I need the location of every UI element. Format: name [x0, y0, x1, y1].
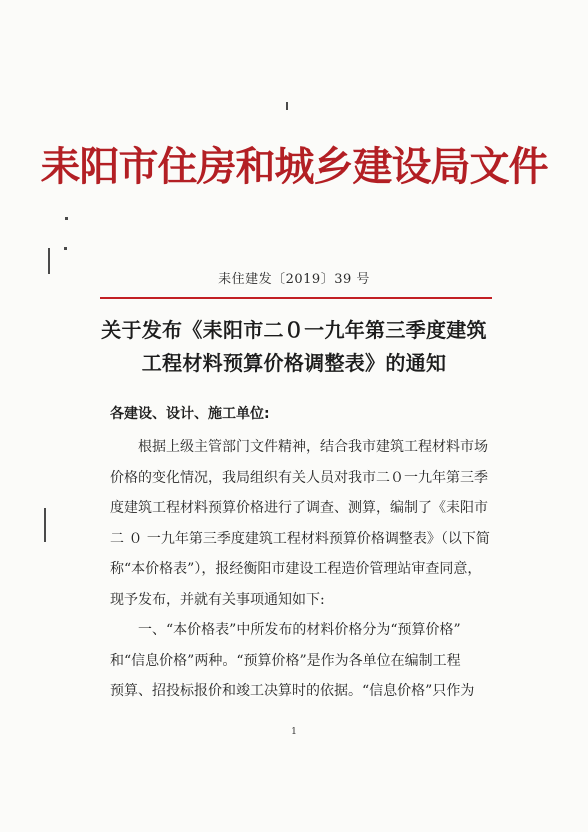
body-line: 和“信息价格”两种。“预算价格”是作为各单位在编制工程	[110, 652, 461, 669]
body-line: 二 ０ 一九年第三季度建筑工程材料预算价格调整表》（以下简	[110, 530, 490, 547]
scan-mark	[64, 247, 67, 250]
document-number: 耒住建发〔2019〕39 号	[218, 272, 370, 287]
scan-mark	[48, 248, 50, 274]
body-line: 称“本价格表”），报经衡阳市建设工程造价管理站审查同意，	[110, 561, 482, 577]
addressee: 各建设、设计、施工单位:	[110, 406, 270, 422]
scan-mark	[65, 217, 68, 220]
body-line: 一、“本价格表”中所发布的材料价格分为“预算价格”	[138, 622, 461, 638]
body-line: 现予发布，并就有关事项通知如下:	[110, 591, 325, 608]
notice-title	[0, 314, 588, 380]
notice-title-line: 工程材料预算价格调整表》的通知	[141, 351, 447, 375]
body-text	[110, 432, 500, 707]
body-line: 预算、招投标报价和竣工决算时的依据。“信息价格”只作为	[110, 683, 475, 699]
body-line: 价格的变化情况，我局组织有关人员对我市二０一九年第三季	[110, 469, 488, 486]
scan-mark	[286, 102, 288, 110]
notice-title-line: 关于发布《耒阳市二０一九年第三季度建筑	[101, 318, 487, 342]
body-line: 根据上级主管部门文件精神，结合我市建筑工程材料市场	[138, 439, 488, 455]
page-number: 1	[291, 727, 297, 737]
red-divider-line	[100, 297, 492, 299]
scan-mark	[44, 508, 46, 542]
issuer-header-title: 耒阳市住房和城乡建设局文件	[40, 144, 548, 190]
body-line: 度建筑工程材料预算价格进行了调查、测算，编制了《耒阳市	[110, 500, 488, 516]
